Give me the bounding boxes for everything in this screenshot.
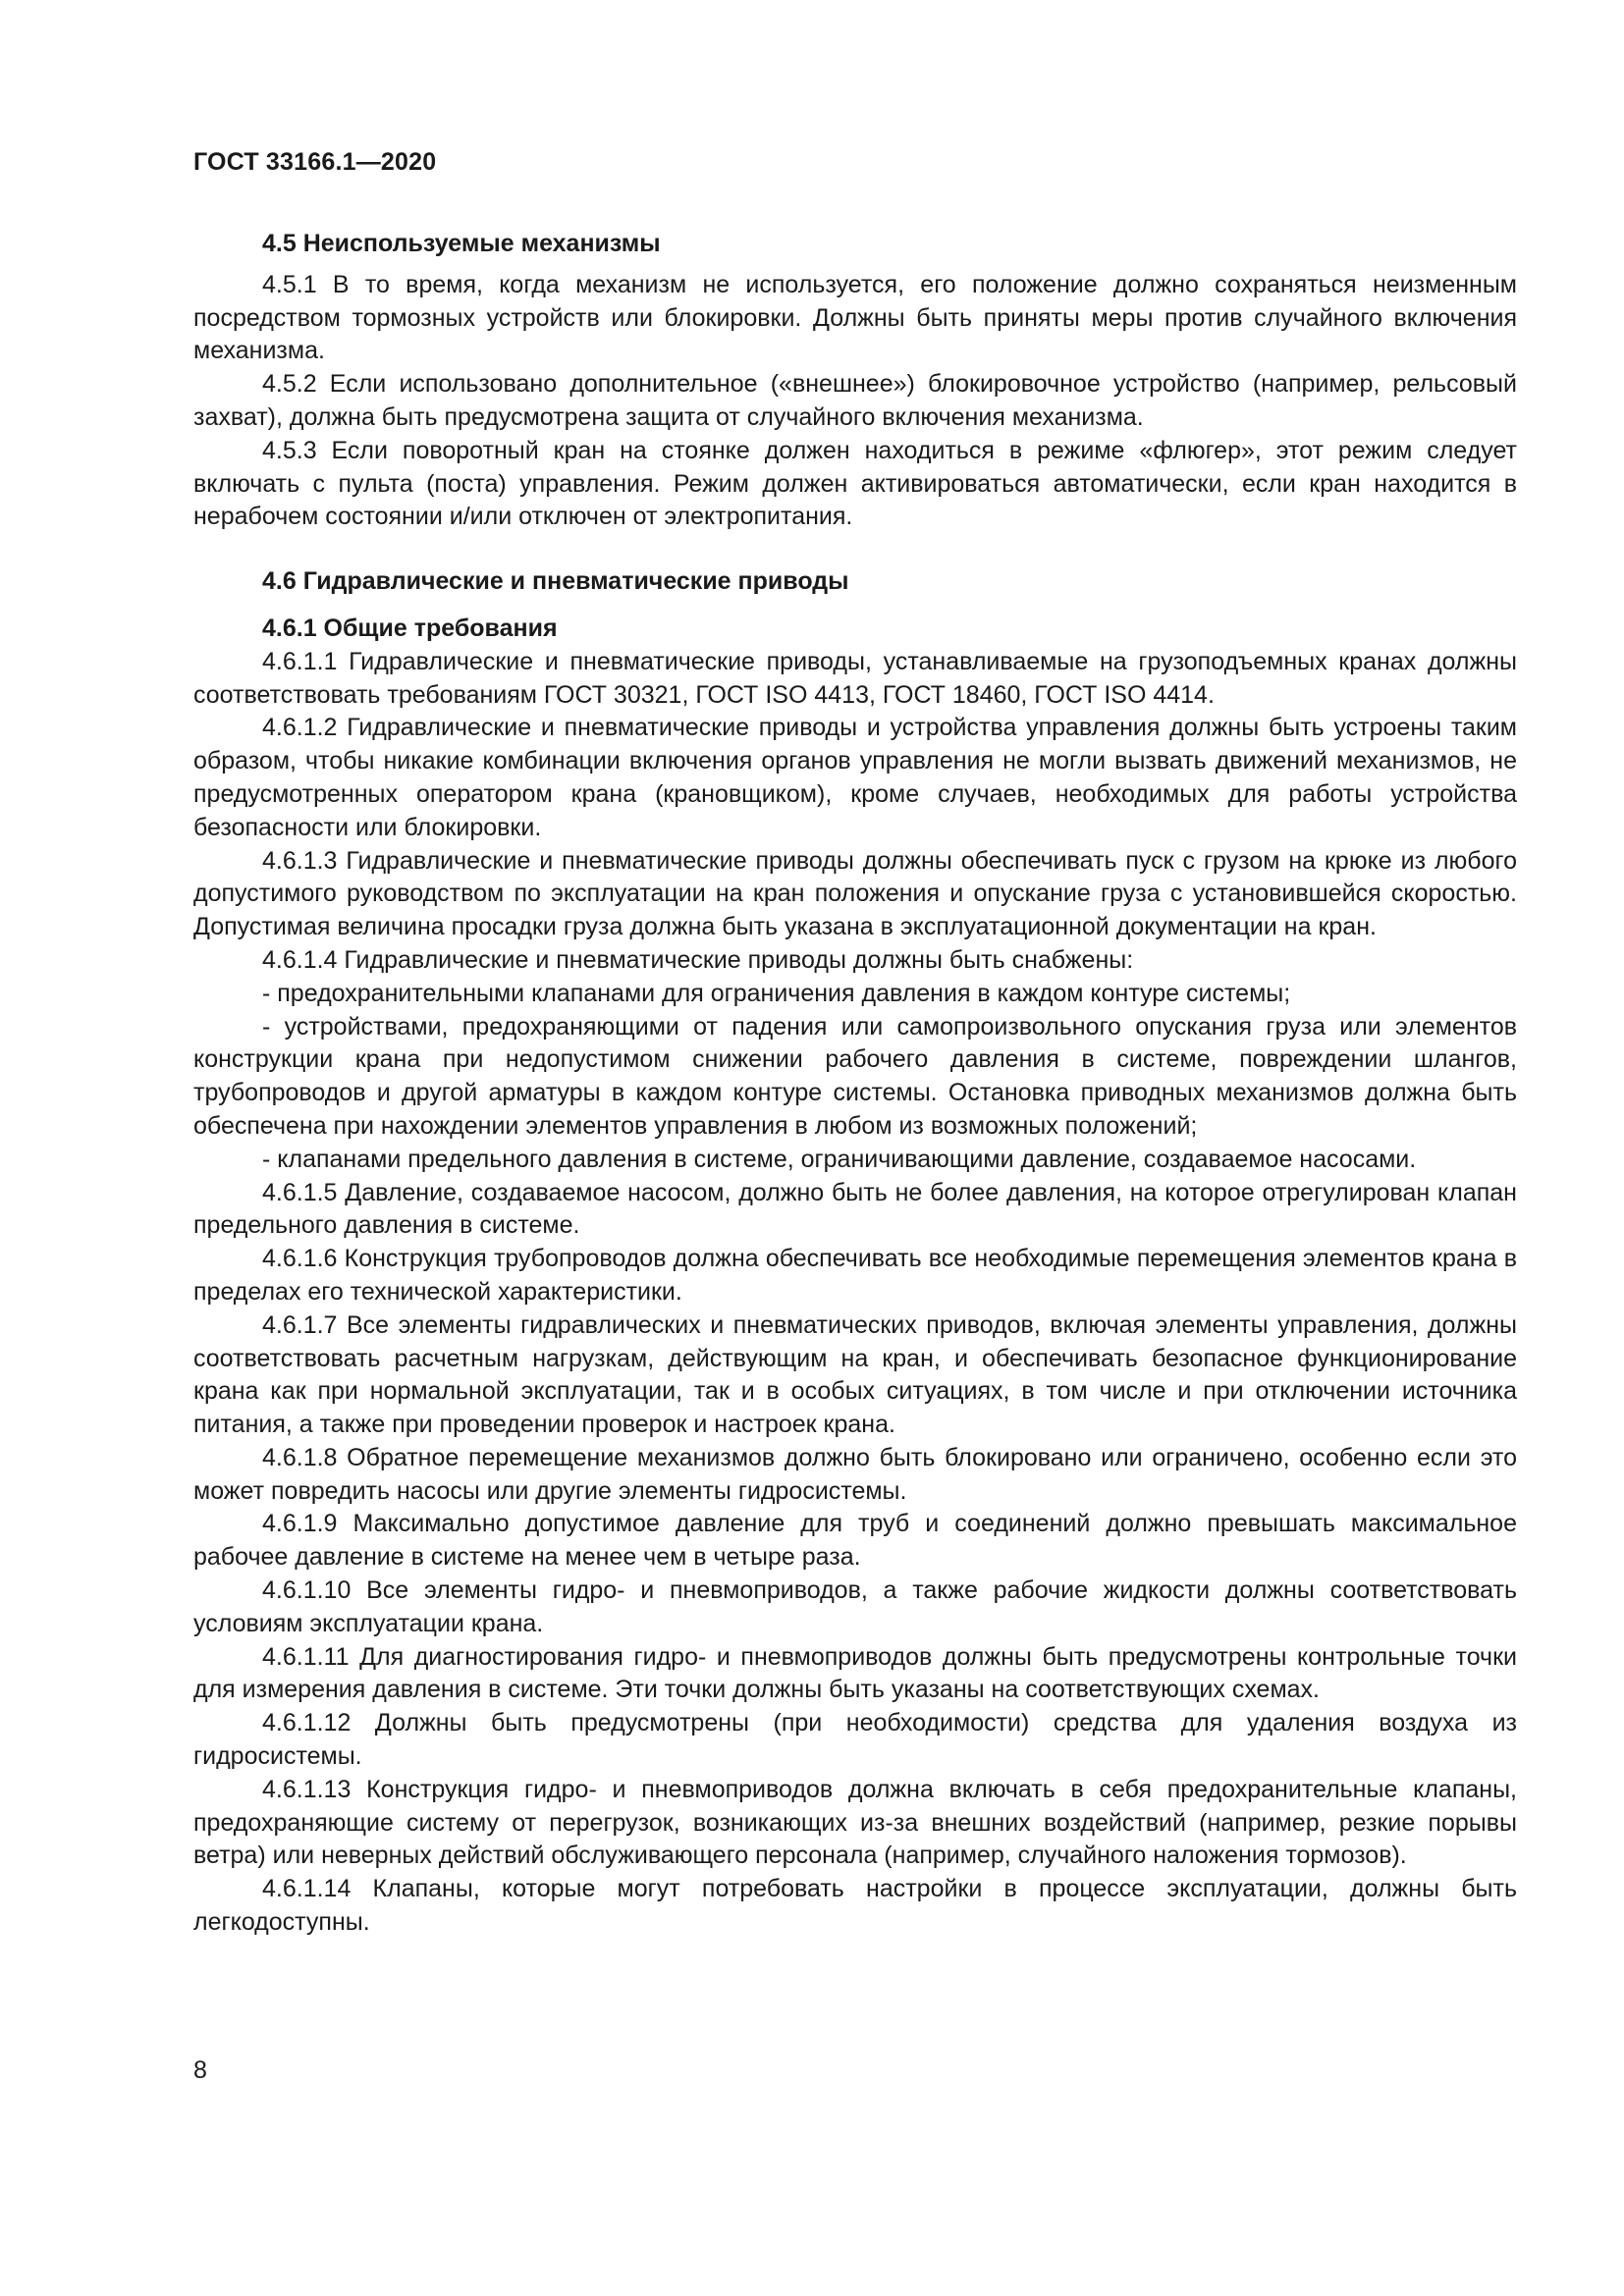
section-heading-4-5: 4.5 Неиспользуемые механизмы [262, 230, 661, 257]
list-item-4-6-1-4-a: - предохранительными клапанами для ограничения давления в каждом контуре системы; [262, 979, 1291, 1007]
paragraph-4-6-1-2: 4.6.1.2 Гидравлические и пневматические приводы и устройства управления должны быть устроены таким образом, чтобы никакие комбинации включения органов управления не могли вызвать движений механизмов, не предусмотренных оператором крана (крановщиком), кроме случаев, необходимых для работы устройства безопасности или блокировки. [193, 714, 1517, 841]
page-number: 8 [193, 2056, 207, 2084]
paragraph-4-6-1-6: 4.6.1.6 Конструкция трубопроводов должна обеспечивать все необходимые перемещения элементов крана в пределах его технической характеристики. [193, 1245, 1517, 1306]
subsection-heading-4-6-1: 4.6.1 Общие требования [262, 614, 558, 642]
paragraph-4-6-1-11: 4.6.1.11 Для диагностирования гидро- и пневмоприводов должны быть предусмотрены контрольные точки для измерения давления в системе. Эти точки должны быть указаны на соответствующих схемах. [193, 1642, 1517, 1704]
list-item-4-6-1-4-c: - клапанами предельного давления в системе, ограничивающими давление, создаваемое насосами. [262, 1145, 1417, 1173]
paragraph-4-6-1-3: 4.6.1.3 Гидравлические и пневматические приводы должны обеспечивать пуск с грузом на крюке из любого допустимого руководством по эксплуатации на кран положения и опускание груза с установившейся скоростью. Допустимая величина просадки груза должна быть указана в эксплуатационной документации на кран. [193, 846, 1517, 941]
paragraph-4-6-1-1: 4.6.1.1 Гидравлические и пневматические приводы, устанавливаемые на грузоподъемных кранах должны соответствовать требованиям ГОСТ 30321, ГОСТ ISO 4413, ГОСТ 18460, ГОСТ ISO 4414. [193, 647, 1517, 709]
paragraph-4-5-2: 4.5.2 Если использовано дополнительное («внешнее») блокировочное устройство (например, рельсовый захват), должна быть предусмотрена защита от случайного включения механизма. [193, 370, 1517, 431]
paragraph-4-6-1-13: 4.6.1.13 Конструкция гидро- и пневмоприводов должна включать в себя предохранительные клапаны, предохраняющие систему от перегрузок, возникающих из-за внешних воздействий (например, резкие порывы ветра) или неверных действий обслуживающего персонала (например, случайного наложения тормозов). [193, 1775, 1517, 1870]
paragraph-4-6-1-4: 4.6.1.4 Гидравлические и пневматические приводы должны быть снабжены: [262, 945, 1134, 974]
paragraph-4-5-3: 4.5.3 Если поворотный кран на стоянке должен находиться в режиме «флюгер», этот режим следует включать с пульта (поста) управления. Режим должен активироваться автоматически, если кран находится в нерабочем состоянии и/или отключен от электропитания. [193, 436, 1517, 531]
list-item-4-6-1-4-b: - устройствами, предохраняющими от падения или самопроизвольного опускания груза или элементов конструкции крана при недопустимом снижении рабочего давления в системе, повреждении шлангов, трубопроводов и другой арматуры в каждом контуре системы. Остановка приводных механизмов должна быть обеспечена при нахождении элементов управления в любом из возможных положений; [193, 1012, 1517, 1140]
paragraph-4-6-1-12: 4.6.1.12 Должны быть предусмотрены (при необходимости) средства для удаления воздуха из гидросистемы. [193, 1709, 1517, 1771]
paragraph-4-6-1-5: 4.6.1.5 Давление, создаваемое насосом, должно быть не более давления, на которое отрегулирован клапан предельного давления в системе. [193, 1178, 1517, 1240]
paragraph-4-6-1-14: 4.6.1.14 Клапаны, которые могут потребовать настройки в процессе эксплуатации, должны быть легкодоступны. [193, 1875, 1517, 1937]
page-body [193, 228, 1517, 1940]
paragraph-4-6-1-8: 4.6.1.8 Обратное перемещение механизмов должно быть блокировано или ограничено, особенно если это может повредить насосы или другие элементы гидросистемы. [193, 1443, 1517, 1505]
paragraph-4-6-1-7: 4.6.1.7 Все элементы гидравлических и пневматических приводов, включая элементы управления, должны соответствовать расчетным нагрузкам, действующим на кран, и обеспечивать безопасное функционирование крана как при нормальной эксплуатации, так и в особых ситуациях, в том числе и при отключении источника питания, а также при проведении проверок и настроек крана. [193, 1310, 1517, 1439]
paragraph-4-5-1: 4.5.1 В то время, когда механизм не используется, его положение должно сохраняться неизменным посредством тормозных устройств или блокировки. Должны быть приняты меры против случайного включения механизма. [193, 270, 1517, 365]
paragraph-4-6-1-9: 4.6.1.9 Максимально допустимое давление для труб и соединений должно превышать максимальное рабочее давление в системе на менее чем в четыре раза. [193, 1510, 1517, 1572]
paragraph-4-6-1-10: 4.6.1.10 Все элементы гидро- и пневмоприводов, а также рабочие жидкости должны соответствовать условиям эксплуатации крана. [193, 1576, 1517, 1637]
standard-header: ГОСТ 33166.1—2020 [193, 148, 437, 176]
section-heading-4-6: 4.6 Гидравлические и пневматические приводы [262, 567, 849, 596]
